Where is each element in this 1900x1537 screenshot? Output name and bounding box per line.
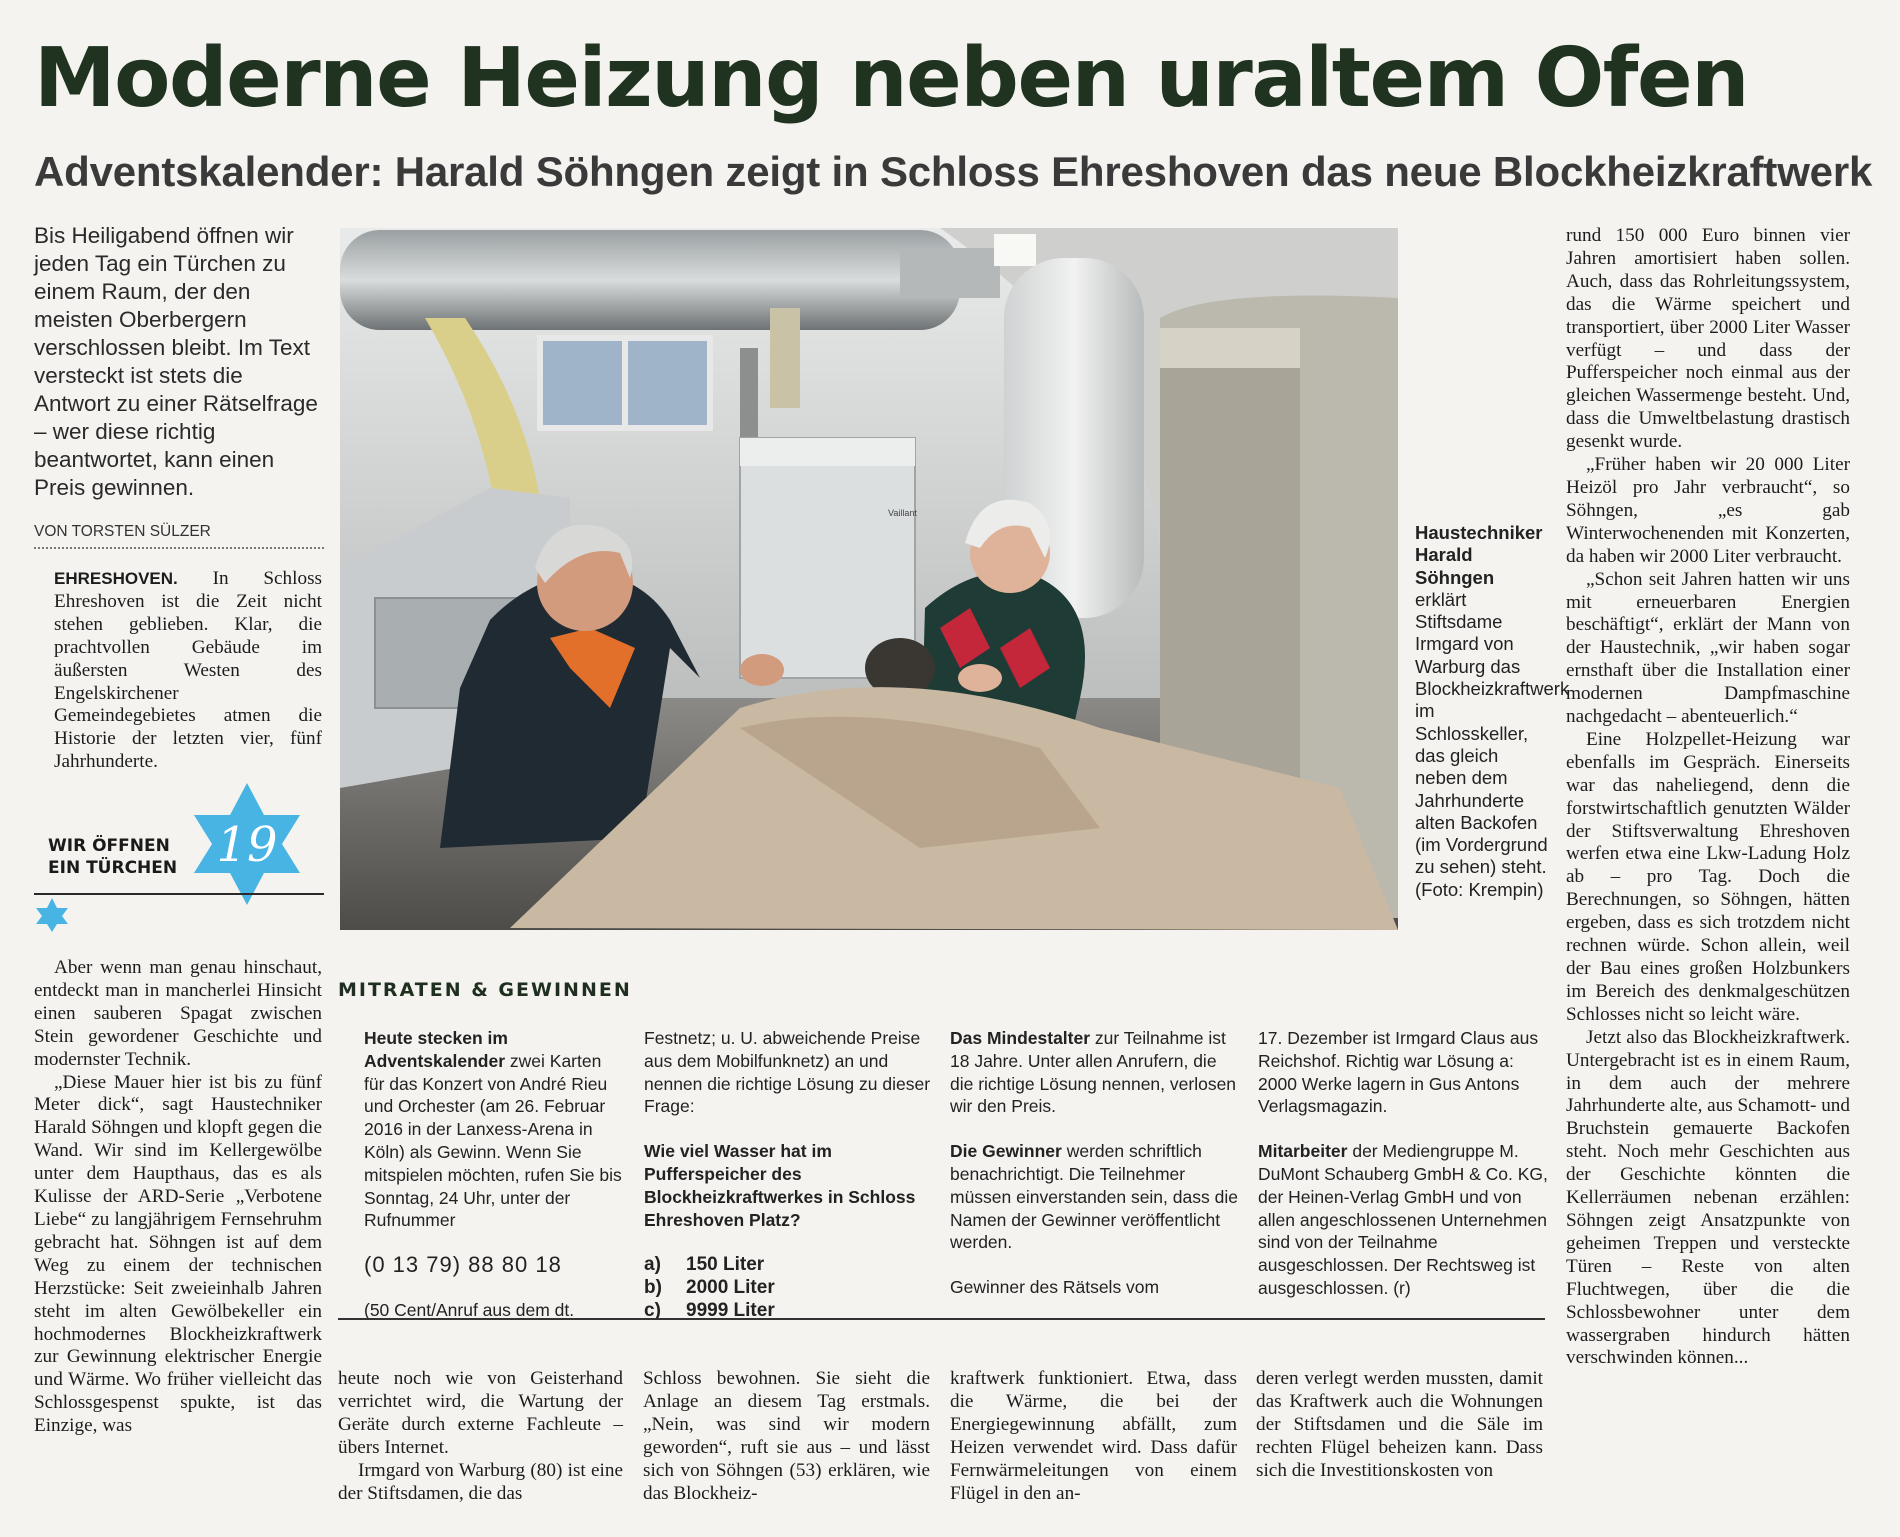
photo-caption (1415, 522, 1570, 901)
contest-min-age-bold: Das Mindestalter (950, 1028, 1091, 1048)
contest-phone-number: (0 13 79) 88 80 18 (364, 1252, 562, 1278)
contest-column-2 (644, 1027, 932, 1322)
star-icon (182, 779, 312, 909)
article-column-5 (1256, 1368, 1543, 1483)
badge-line1: WIR ÖFFNEN (48, 836, 170, 856)
contest-column-3 (950, 1027, 1240, 1321)
col1-paragraph-1: Aber wenn man genau hinschaut, entdeckt man in mancherlei Hinsicht einen sauberen Spagat zwischen Stein gewordener Geschichte und modernster Technik. (34, 957, 322, 1070)
col3-text: Schloss bewohnen. Sie sieht die Anlage an diesem Tag erstmals. „Nein, was sind wir modern geworden“, ruft sie aus – und lässt sich von Söhngen (53) erklären, wie das Blockheiz- (643, 1368, 930, 1504)
col1-paragraph-2: „Diese Mauer hier ist bis zu fünf Meter dick“, sagt Haustechniker Harald Söhngen und klopft gegen die Wand. Wir sind im Kellergewölbe unter dem Haupthaus, das es als Kulisse der ARD-Serie „Verbotene Liebe“ zu langjährigem Fernsehruhm gebracht hat. Söhngen ist auf dem Weg zu einem der technischen Herzstücke: Seit zweieinhalb Jahren steht im alten Gewölbekeller ein hochmodernes Blockheizkraftwerk zur Gewinnung elektrischer Energie und Wärme. Wo früher vielleicht das Schlossgespenst spukte, ist das Einzige, was (34, 1071, 322, 1437)
contest-previous-winner: Gewinner des Rätsels vom (950, 1277, 1160, 1298)
right-paragraph-4: Eine Holzpellet-Heizung war ebenfalls im Gespräch. Einerseits war das naheliegend, denn die forstwirtschaftlich genutzten Wälder der Stiftsverwaltung Ehreshoven werfen etwa eine Lkw-Ladung Holz ab – pro Tag. Doch die Berechnungen, so Söhngen, hätten ergeben, dass es sich trotzdem nicht rechnen würde. Schon allein, weil der Bau eines großen Holzbunkers im Bereich des denkmalgeschützen Schlosses nicht so leicht wäre. (1566, 728, 1850, 1025)
badge-line2: EIN TÜRCHEN (48, 858, 178, 878)
contest-employees-bold: Mitarbeiter (1258, 1141, 1348, 1162)
col4-text: kraftwerk funktioniert. Etwa, dass die Wärme, die bei der Energiegewinnung abfällt, zum Heizen verwendet wird. Dass dafür Fernwärmeleitungen von einem Flügel in den an- (950, 1368, 1237, 1504)
col2-paragraph-1: heute noch wie von Geisterhand verrichtet wird, die Wartung der Geräte durch externe Fachleute – übers Internet. (338, 1368, 623, 1458)
right-paragraph-1: rund 150 000 Euro binnen vier Jahren amortisiert haben sollen. Auch, dass das Rohrleitungssystem, das die Wärme speichert und transportiert, über 2000 Liter Wasser verfügt – und dass der Pufferspeicher noch einmal aus der gleichen Wassermenge besteht. Und, dass die Umweltbelastung drastisch gesenkt wurde. (1566, 225, 1850, 453)
dateline: EHRESHOVEN. (54, 569, 178, 588)
contest-winners-bold: Die Gewinner (950, 1141, 1062, 1162)
contest-question: Wie viel Wasser hat im Pufferspeicher des Blockheizkraftwerkes in Schloss Ehreshoven Platz? (644, 1141, 916, 1230)
subheadline: Adventskalender: Harald Söhngen zeigt in Schloss Ehreshoven das neue Blockheizkraftwerk (34, 148, 1873, 195)
contest-option-b: b) 2000 Liter (644, 1277, 775, 1299)
contest-bottom-rule (338, 1318, 1545, 1320)
contest-phone-cost: (50 Cent/Anruf aus dem dt. (364, 1299, 575, 1320)
intro-text: Bis Heiligabend öffnen wir jeden Tag ein Türchen zu einem Raum, der den meisten Oberbergern verschlossen bleibt. Im Text versteckt ist stets die Antwort zu einer Rätselfrage – wer diese richtig beantwortet, kann einen Preis gewinnen. (34, 223, 318, 500)
small-star-icon (34, 897, 70, 933)
article-column-4 (950, 1368, 1237, 1505)
article-photo (340, 228, 1398, 930)
photo-boiler-room (340, 228, 1398, 930)
contest-column-4 (1258, 1027, 1548, 1322)
caption-lead: Haustechniker Harald Söhngen (1415, 522, 1543, 588)
contest-winners-text: werden schriftlich benachrichtigt. Die Teilnehmer müssen einverstanden sein, dass die Namen der Gewinner veröffentlicht werden. (950, 1141, 1238, 1253)
contest-options (644, 1253, 932, 1322)
contest-instructions: Festnetz; u. U. abweichende Preise aus dem Mobilfunknetz) an und nennen die richtige Lösung zu dieser Frage: (644, 1028, 931, 1117)
right-paragraph-3: „Schon seit Jahren hatten wir uns mit erneuerbaren Energien beschäftigt“, erklärt der Mann von der Haustechnik, „wir haben sogar ernsthaft über die Installation einer modernen Dampfmaschine nachgedacht – abenteuerlich.“ (1566, 568, 1850, 728)
contest-option-a: a) 150 Liter (644, 1254, 765, 1276)
contest-min-age-text: zur Teilnahme ist 18 Jahre. Unter allen Anrufern, die die richtige Lösung nennen, verlosen wir den Preis. (950, 1028, 1237, 1117)
headline: Moderne Heizung neben uraltem Ofen (34, 31, 1748, 126)
contest-title: MITRATEN & GEWINNEN (338, 979, 632, 1001)
contest-previous-solution: 17. Dezember ist Irmgard Claus aus Reichshof. Richtig war Lösung a: 2000 Werke lagern in Gus Antons Verlagsmagazin. (1258, 1028, 1539, 1117)
badge-day-number: 19 (216, 817, 278, 873)
contest-employees-text: der Mediengruppe M. DuMont Schauberg GmbH & Co. KG, der Heinen-Verlag GmbH und von allen angeschlossenen Unternehmen sind von der Teilnahme ausgeschlossen. Der Rechtsweg ist ausgeschlossen. (r) (1258, 1141, 1548, 1298)
right-paragraph-5: Jetzt also das Blockheizkraftwerk. Untergebracht ist es in einem Raum, in dem auch der mehrere Jahrhunderte alte, aus Schamott- und Bruchstein gemauerte Backofen steht. Noch mehr Geschichten aus der Geschichte könnten die Kellerräumen nebenan erzählen: Söhngen zeigt Ansatzpunkte von geheimen Treppen und versteckte Türen – Reste von alten Fluchtwegen, über die die Schlossbewohner unter dem wassergraben hindurch hätten verschwinden können... (1566, 1026, 1850, 1369)
badge-label (48, 835, 177, 879)
article-column-3 (643, 1368, 930, 1505)
article-column-2 (338, 1368, 623, 1505)
article-column-1 (34, 957, 322, 1438)
advent-badge (34, 785, 324, 935)
lead-text: In Schloss Ehreshoven ist die Zeit nicht stehen geblieben. Klar, die prachtvollen Gebäude im äußersten Westen des Engelskirchener Gemeindegebietes atmen die Historie der letzten vier, fünf Jahrhunderte. (54, 568, 322, 773)
right-paragraph-2: „Früher haben wir 20 000 Liter Heizöl pro Jahr verbraucht“, so Söhngen, „es gab Winterwochenenden mit Konzerten, da haben wir 2000 Liter verbraucht. (1566, 454, 1850, 567)
article-column-right (1566, 225, 1850, 1370)
lead-paragraph (54, 568, 322, 774)
boiler-brand: Vaillant (888, 508, 917, 518)
byline: VON TORSTEN SÜLZER (34, 523, 324, 549)
contest-intro-bold: Heute stecken im Adventskalender (364, 1028, 508, 1071)
col2-paragraph-2: Irmgard von Warburg (80) ist eine der Stiftsdamen, die das (338, 1459, 623, 1504)
contest-column-1 (364, 1027, 624, 1344)
contest-option-c: c) 9999 Liter (644, 1300, 775, 1322)
badge-rule (34, 893, 324, 895)
col5-text: deren verlegt werden mussten, damit das Kraftwerk auch die Wohnungen der Stiftsdamen und die Säle im rechten Flügel beheizen kann. Dass sich die Investitionskosten von (1256, 1368, 1543, 1481)
caption-text: erklärt Stiftsdame Irmgard von Warburg das Blockheizkraftwerk im Schlosskeller, das gleich neben dem Jahrhunderte alten Backofen (im Vordergrund zu sehen) steht. (Foto: Krempin) (1415, 588, 1570, 900)
contest-intro-text: zwei Karten für das Konzert von André Rieu und Orchester (am 26. Februar 2016 in der Lanxess-Arena in Köln) als Gewinn. Wenn Sie mitspielen möchten, rufen Sie bis Sonntag, 24 Uhr, unter der Rufnummer (364, 1050, 622, 1231)
